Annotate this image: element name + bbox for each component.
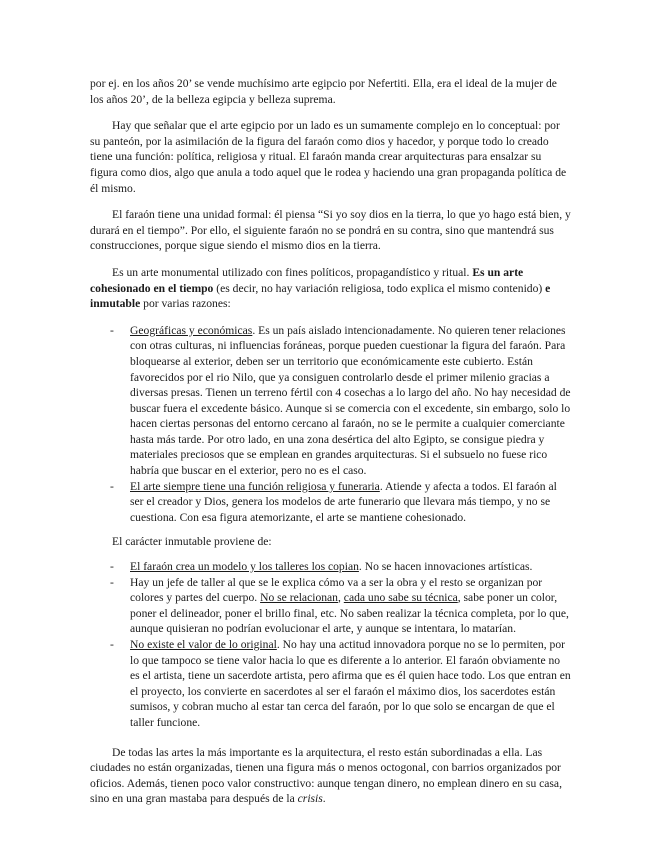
list-item-text: . Es un país aislado intencionadamente. No quieren tener relaciones con otras culturas, ni influencias foráneas, porque pueden cuestionar la figura del faraón. Para bloquearse al exterior, deben ser un territorio que económicamente este cubierto. Están favorecidos por el rio Nilo, que ya consiguen controlarlo desde el primer milenio gracias a diversas presas. Tienen un terreno fértil con 4 cosechas a lo largo del año. No hay necesidad de buscar fuera el excedente básico. Aunque si se comercia con el excedente, sin embargo, solo lo hacen ciertas personas del entorno cercano al faraón, no se le permite a cualquier comerciante hasta más tarde. Por otro lado, en una zona desértica del alto Egipto, se consigue piedra y materiales preciosos que se emplean en grandes arquitecturas. Si el subsuelo no fuese rico habría que buscar en el exterior, pero no es el caso. [130,323,571,478]
list-item-text: , sabe poner un color, poner el delineador, poner el brillo final, etc. No saben realizar la técnica completa, por lo que, aunque quisieran no podrían evolucionar el arte, y aunque se intentara, lo matarían. [130,591,569,636]
immutable-list [90,559,571,731]
dash-bullet: - [110,479,114,493]
list-item-text: . No se hacen innovaciones artísticas. [358,560,533,574]
text-run: . [322,792,326,806]
underlined-heading: El faraón crea un modelo y los talleres los copian [130,560,359,574]
underlined-heading: No existe el valor de lo original [130,638,277,651]
list-item-text: , [337,591,341,605]
underlined-phrase: No se relacionan [260,591,338,605]
dash-bullet: - [110,638,114,651]
list-item-text: . No hay una actitud innovadora porque no se lo permiten, por lo que tampoco se tiene valor hacia lo que es diferente a lo anterior. El faraón obviamente no es el artista, tiene un sacerdote artista, pero afirma que es él quien hace todo. Los que entran en el proyecto, los convierte en sacerdotes al ser el faraón el máximo dios, los sacerdotes están sumisos, y cobran mucho al estar tan cerca del faraón, por lo que solo se encargan de que el taller funcione. [130,638,571,729]
bold-cohesionado: Es un arte cohesionado en el tiempo [90,265,524,295]
text-run: De todas las artes la más importante es la arquitectura, el resto están subordinadas a ella. Las ciudades no están organizadas, tienen una figura más o menos octogonal, con barrios organizados por oficios. Además, tienen poco valor constructivo: aunque tengan dinero, no emplean dinero en su casa, sino en una gran mastaba para después de la [90,745,562,806]
underlined-phrase: cada uno sabe su técnica [343,591,458,605]
list-item [90,637,571,731]
italic-crisis: crisis [297,792,323,806]
text-run: Es un arte monumental utilizado con fines políticos, propagandístico y ritual. [112,265,470,279]
dash-bullet: - [110,323,114,337]
paragraph-formal-unity: El faraón tiene una unidad formal: él piensa “Si yo soy dios en la tierra, lo que yo hago está bien, y durará en el tiempo”. Por ello, el siguiente faraón no se pondrá en su contra, sino que mantendrá sus construcciones, porque sigue siendo el mismo dios en la tierra. [90,208,571,253]
paragraph-nefertiti: por ej. en los años 20’ se vende muchísimo arte egipcio por Nefertiti. Ella, era el ideal de la mujer de los años 20’, de la belleza egipcia y belleza suprema. [90,77,557,106]
paragraph-complexity: Hay que señalar que el arte egipcio por un lado es un sumamente complejo en lo conceptual: por su panteón, por la asimilación de la figura del faraón como dios y hacedor, y porque todo lo creado tiene una función: política, religiosa y ritual. El faraón manda crear arquitecturas para ensalzar su figura como dios, algo que anula a todo aquel que le rodea y haciendo una gran propaganda política de él mismo. [90,119,567,195]
paragraph-architecture [90,745,571,807]
reasons-list [90,323,571,526]
text-run: por varias razones: [143,297,231,311]
list-item [90,575,571,637]
list-item [90,559,571,575]
list-item-text: Hay un jefe de taller al que se le explica cómo va a ser la obra y el resto se organizan por colores y partes del cuerpo. [130,575,543,605]
text-run: (es decir, no hay variación religiosa, todo explica el mismo contenido) [216,281,543,295]
dash-bullet: - [110,575,114,589]
underlined-heading: Geográficas y económicas [130,323,253,337]
paragraph-monumental-art [90,265,571,312]
bold-inmutable: e inmutable [90,281,551,311]
list-item [90,479,571,526]
paragraph-immutable-origin: El carácter inmutable proviene de: [112,535,272,549]
underlined-heading: El arte siempre tiene una función religiosa y funeraria [130,479,380,493]
dash-bullet: - [110,560,114,574]
list-item-text: . Atiende y afecta a todos. El faraón al ser el creador y Dios, genera los modelos de arte funerario que llevara más tiempo, y no se cuestiona. Con esa figura atemorizante, el arte se mantiene cohesionado. [130,479,557,524]
list-item [90,323,571,479]
